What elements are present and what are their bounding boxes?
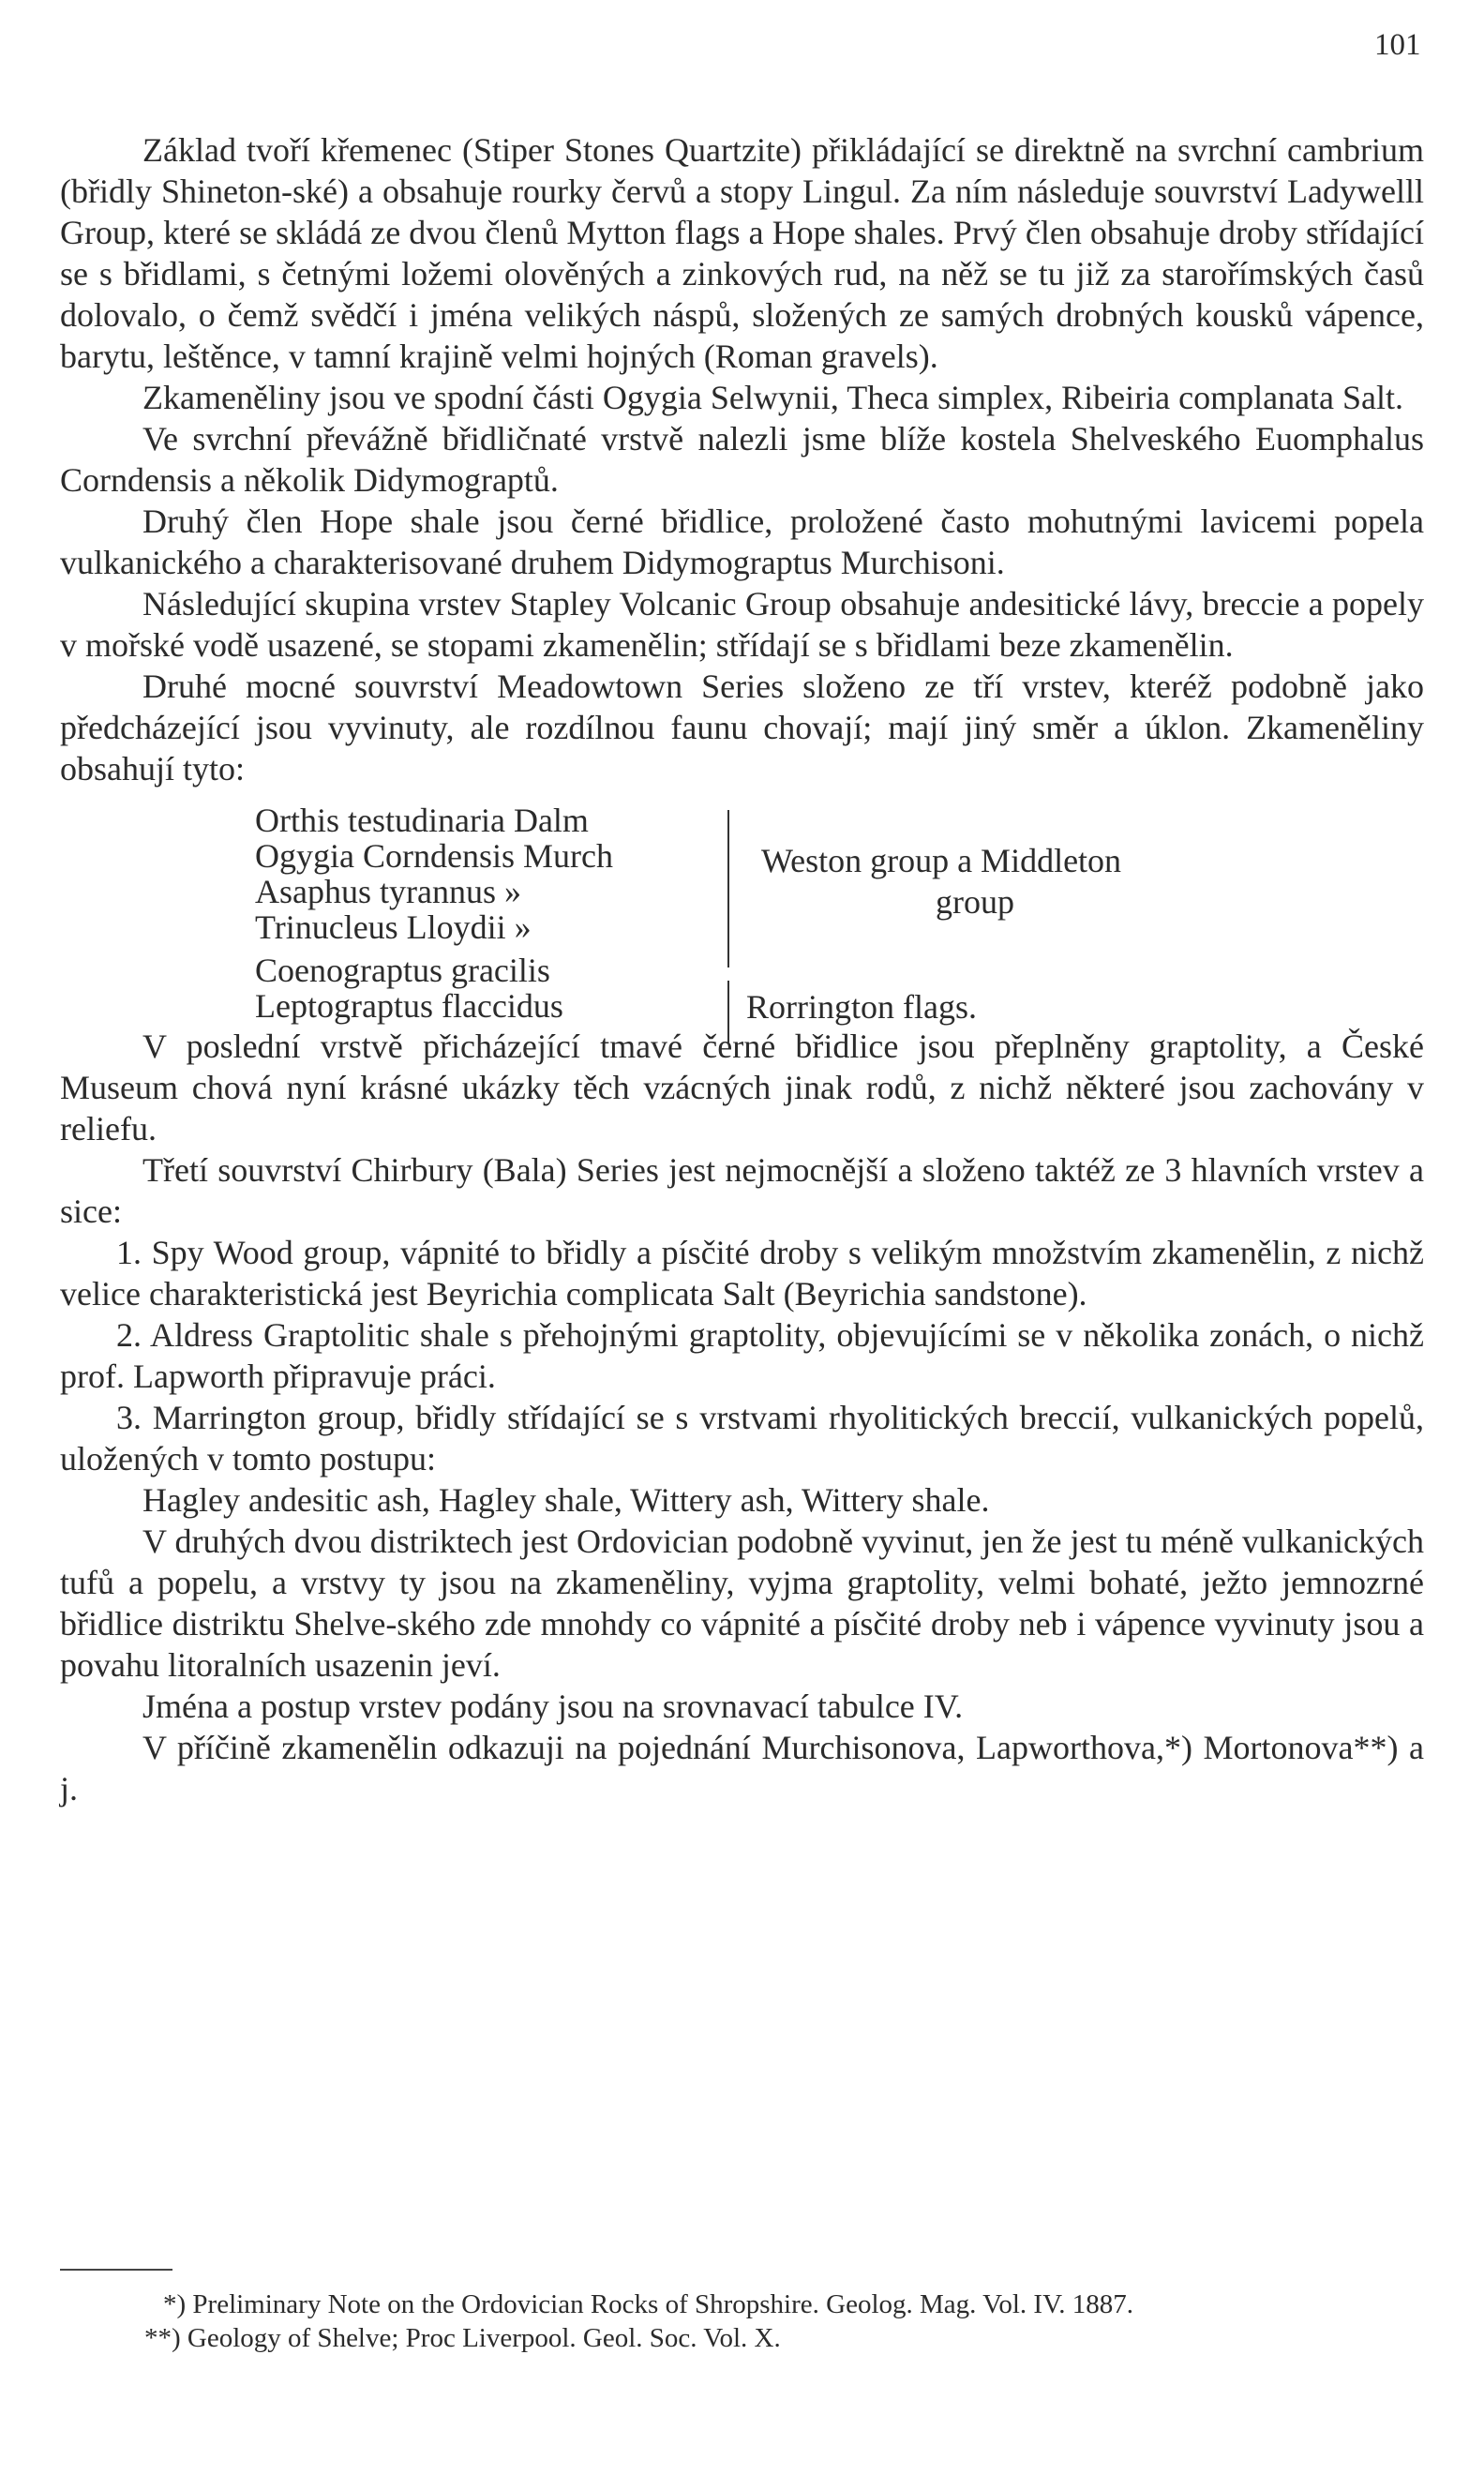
group-label-rorrington: Rorrington flags. bbox=[746, 988, 977, 1026]
species-item: Leptograptus flaccidus bbox=[255, 987, 563, 1025]
species-item: Coenograptus gracilis bbox=[255, 952, 550, 989]
species-column bbox=[255, 802, 742, 1024]
species-item: Trinucleus Lloydii » bbox=[255, 908, 532, 946]
footnote-rule bbox=[60, 2269, 172, 2271]
paragraph: Druhé mocné souvrství Meadowtown Series složeno ze tří vrstev, kteréž podobně jako předcházející jsou vyvinuty, ale rozdílnou faunu chovají; mají jiný směr a úklon. Zkameněliny obsahují tyto: bbox=[60, 668, 1424, 788]
fossil-list bbox=[60, 802, 1424, 1026]
paragraph: Druhý člen Hope shale jsou černé břidlice, proložené často mohutnými lavicemi popela vulkanického a charakterisované druhem Didymograptus Murchisoni. bbox=[60, 502, 1424, 581]
paragraph: V poslední vrstvě přicházející tmavé černé břidlice jsou přeplněny graptolity, a České Museum chová nyní krásné ukázky těch vzácných jinak rodů, z nichž některé jsou zachovány v reliefu. bbox=[60, 1028, 1424, 1148]
page-number: 101 bbox=[1374, 28, 1421, 62]
paragraph: Ve svrchní převážně břidličnaté vrstvě nalezli jsme blíže kostela Shelveského Euomphalus Corndensis a několik Didymograptů. bbox=[60, 420, 1424, 499]
numbered-item: 1. Spy Wood group, vápnité to břidly a písčité droby s velikým množstvím zkamenělin, z nichž velice charakteristická jest Beyrichia complicata Salt (Beyrichia sandstone). bbox=[60, 1234, 1424, 1312]
group-label-weston bbox=[761, 840, 1342, 922]
numbered-item: 2. Aldress Graptolitic shale s přehojnými graptolity, objevujícími se v několika zonách, o nichž prof. Lapworth připravuje práci. bbox=[60, 1316, 1424, 1395]
group-label-line: Weston group a Middleton bbox=[761, 842, 1122, 879]
numbered-item: 3. Marrington group, břidly střídající se s vrstvami rhyolitických breccií, vulkanických popelů, uložených v tomto postupu: bbox=[60, 1399, 1424, 1478]
species-item: Orthis testudinaria Dalm bbox=[255, 802, 589, 839]
brace bbox=[727, 981, 742, 1044]
body-text bbox=[60, 129, 1424, 1809]
paragraph: V příčině zkamenělin odkazuji na pojednání Murchisonova, Lapworthova,*) Mortonova**) a j. bbox=[60, 1729, 1424, 1808]
numbered-list bbox=[60, 1232, 1424, 1479]
group-label-line: group bbox=[936, 883, 1014, 921]
footnote: **) Geology of Shelve; Proc Liverpool. Geol. Soc. Vol. X. bbox=[144, 2323, 781, 2353]
paragraph: Následující skupina vrstev Stapley Volcanic Group obsahuje andesitické lávy, breccie a popely v mořské vodě usazené, se stopami zkamenělin; střídají se s břidlami beze zkamenělin. bbox=[60, 585, 1424, 664]
paragraph: Zkameněliny jsou ve spodní části Ogygia Selwynii, Theca simplex, Ribeiria complanata Salt. bbox=[142, 379, 1404, 416]
paragraph: Základ tvoří křemenec (Stiper Stones Quartzite) přikládající se direktně na svrchní cambrium (břidly Shineton-ské) a obsahuje rourky červů a stopy Lingul. Za ním následuje souvrství Ladywelll Group, které se skládá ze dvou členů Mytton flags a Hope shales. Prvý člen obsahuje droby střídající se s břidlami, s četnými ložemi olověných a zinkových rud, na něž se tu již za starořímských časů dolovalo, o čemž svědčí i jména velikých náspů, složených ze samých drobných kousků vápence, barytu, leštěnce, v tamní krajině velmi hojných (Roman gravels). bbox=[60, 131, 1424, 375]
species-item: Ogygia Corndensis Murch bbox=[255, 837, 613, 875]
paragraph: Jména a postup vrstev podány jsou na srovnavací tabulce IV. bbox=[142, 1688, 964, 1725]
hagley-line: Hagley andesitic ash, Hagley shale, Wittery ash, Wittery shale. bbox=[142, 1481, 990, 1519]
footnotes bbox=[60, 2288, 1424, 2355]
paragraph: Třetí souvrství Chirbury (Bala) Series jest nejmocnější a složeno taktéž ze 3 hlavních vrstev a sice: bbox=[60, 1151, 1424, 1230]
paragraph: V druhých dvou distriktech jest Ordovician podobně vyvinut, jen že jest tu méně vulkanických tufů a popelu, a vrstvy ty jsou na zkameněliny, vyjma graptolity, velmi bohaté, ježto jemnozrné břidlice distriktu Shelve-ského zde mnohdy co vápnité a písčité droby neb i vápence vyvinuty jsou a povahu litoralních usazenin jeví. bbox=[60, 1522, 1424, 1684]
brace bbox=[727, 810, 742, 968]
species-item: Asaphus tyrannus » bbox=[255, 873, 521, 910]
footnote: *) Preliminary Note on the Ordovician Rocks of Shropshire. Geolog. Mag. Vol. IV. 1887. bbox=[163, 2289, 1134, 2319]
